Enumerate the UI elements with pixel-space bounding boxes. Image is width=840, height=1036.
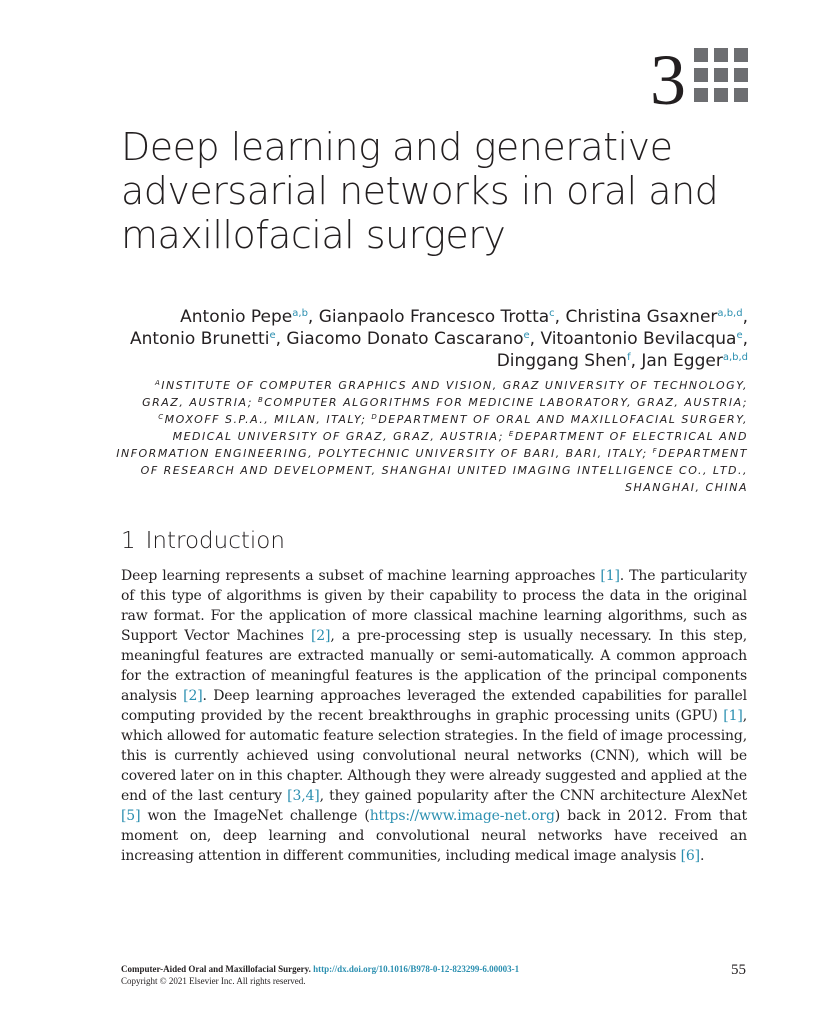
author-list: Antonio Pepe$^{a,b}$, Gianpaolo Francesco Trotta$^c$, Christina Gsaxner$^{a,b,d}$, Antonio Brunetti$^e$, Giacomo Donato Cascarano$^e$, Vitoantonio Bevilacqua$^e$, Dinggang Shen$^f$, Jan Egger$^{a,b,d}$ <box>129 307 748 371</box>
author-affiliation-mark[interactable]: a,b <box>292 308 308 319</box>
chapter-number: 3 <box>650 40 686 120</box>
affiliation-text: MOXOFF S.P.A., MILAN, ITALY; <box>164 413 372 426</box>
author-name: Christina Gsaxner <box>565 307 718 327</box>
citation-link[interactable]: [1] <box>600 568 620 584</box>
paragraph-text: . The particularity of this type of algorithms is given by their capability to process the data in the original raw format. For the application of more classical machine learning algorithms, such as Support Vector Machines <box>121 568 747 644</box>
chapter-squares-ornament <box>694 48 748 102</box>
paragraph-text: won the ImageNet challenge ( <box>140 808 370 824</box>
author-name: Antonio Brunetti <box>129 329 270 349</box>
affiliation-text: COMPUTER ALGORITHMS FOR MEDICINE LABORATORY, GRAZ, AUSTRIA; <box>264 396 748 409</box>
affiliation-text: DEPARTMENT OF ORAL AND MAXILLOFACIAL SURGERY, MEDICAL UNIVERSITY OF GRAZ, GRAZ, AUSTRIA; <box>172 413 748 443</box>
author-affiliation-mark[interactable]: f <box>627 352 631 363</box>
doi-link[interactable]: http://dx.doi.org/10.1016/B978-0-12-823299-6.00003-1 <box>313 964 520 974</box>
page-number: 55 <box>731 962 746 978</box>
introduction-paragraph <box>121 566 747 866</box>
affiliation-mark: A <box>154 379 162 387</box>
citation-link[interactable]: [2] <box>310 628 331 644</box>
section-heading <box>121 528 285 554</box>
author-name: Giacomo Donato Cascarano <box>286 329 524 349</box>
footer-citation-line <box>121 963 747 975</box>
copyright-notice: Copyright © 2021 Elsevier Inc. All rights reserved. <box>121 976 306 986</box>
ornament-square <box>734 48 748 62</box>
affiliation-mark: D <box>371 413 379 421</box>
author-affiliation-mark[interactable]: e <box>736 330 743 341</box>
book-title: Computer-Aided Oral and Maxillofacial Surgery. <box>121 964 311 974</box>
affiliation-text: DEPARTMENT OF ELECTRICAL AND INFORMATION ENGINEERING, POLYTECHNIC UNIVERSITY OF BARI, BARI, ITALY; <box>116 430 748 460</box>
affiliation-mark: F <box>652 447 659 455</box>
ornament-square <box>734 68 748 82</box>
affiliation-mark: C <box>158 413 165 421</box>
ornament-square <box>734 88 748 102</box>
author-affiliation-mark[interactable]: a,b,d <box>722 352 748 363</box>
paragraph-text: , they gained popularity after the CNN architecture AlexNet <box>319 788 747 804</box>
paragraph-text: Deep learning represents a subset of machine learning approaches <box>121 568 601 584</box>
ornament-square <box>694 68 708 82</box>
section-number: 1 <box>121 528 136 554</box>
imagenet-url-link[interactable]: https://www.image-net.org <box>369 808 555 824</box>
author-name: Jan Egger <box>641 351 723 371</box>
affiliation-list <box>108 377 748 496</box>
ornament-square <box>714 48 728 62</box>
citation-link[interactable]: [2] <box>183 688 203 704</box>
paragraph-text: ) back in 2012. From that moment on, deep learning and convolutional neural networks have received an increasing attention in different communities, including medical image analysis <box>121 808 747 864</box>
citation-link[interactable]: [6] <box>680 848 700 864</box>
author-affiliation-mark[interactable]: c <box>549 308 555 319</box>
affiliation-text: INSTITUTE OF COMPUTER GRAPHICS AND VISION, GRAZ UNIVERSITY OF TECHNOLOGY, GRAZ, AUSTRIA; <box>142 379 748 409</box>
affiliation-text: DEPARTMENT OF RESEARCH AND DEVELOPMENT, SHANGHAI UNITED IMAGING INTELLIGENCE CO., LTD., SHANGHAI, CHINA <box>140 447 748 494</box>
citation-link[interactable]: [1] <box>723 708 743 724</box>
paragraph-text: . Deep learning approaches leveraged the extended capabilities for parallel computing provided by the recent breakthroughs in graphic processing units (GPU) <box>121 688 747 724</box>
affiliation-mark: B <box>257 396 265 404</box>
paragraph-text: . <box>699 848 705 864</box>
author-affiliation-mark[interactable]: e <box>269 330 276 341</box>
author-name: Gianpaolo Francesco Trotta <box>318 307 550 327</box>
paragraph-text: , a pre-processing step is usually necessary. In this step, meaningful features are extracted manually or semi-automatically. A common approach for the extraction of meaningful features is the application of the principal components analysis <box>121 628 747 704</box>
author-affiliation-mark[interactable]: a,b,d <box>717 308 743 319</box>
citation-link[interactable]: [3,4] <box>287 788 320 804</box>
chapter-title: Deep learning and generative adversarial networks in oral and maxillofacial surgery <box>121 125 719 257</box>
citation-link[interactable]: [5] <box>121 808 141 824</box>
ornament-square <box>694 88 708 102</box>
chapter-mark <box>650 40 748 120</box>
ornament-square <box>714 68 728 82</box>
ornament-square <box>694 48 708 62</box>
affiliation-mark: E <box>508 430 515 438</box>
section-title: Introduction <box>145 528 285 554</box>
page-footer <box>121 963 747 987</box>
author-name: Antonio Pepe <box>180 307 293 327</box>
author-name: Vitoantonio Bevilacqua <box>540 329 737 349</box>
author-affiliation-mark[interactable]: e <box>523 330 530 341</box>
paragraph-text: , which allowed for automatic feature selection strategies. In the field of image processing, this is currently achieved using convolutional neural networks (CNN), which will be covered later on in this chapter. Although they were already suggested and applied at the end of the last century <box>121 708 747 804</box>
ornament-square <box>714 88 728 102</box>
author-name: Dinggang Shen <box>496 351 628 371</box>
